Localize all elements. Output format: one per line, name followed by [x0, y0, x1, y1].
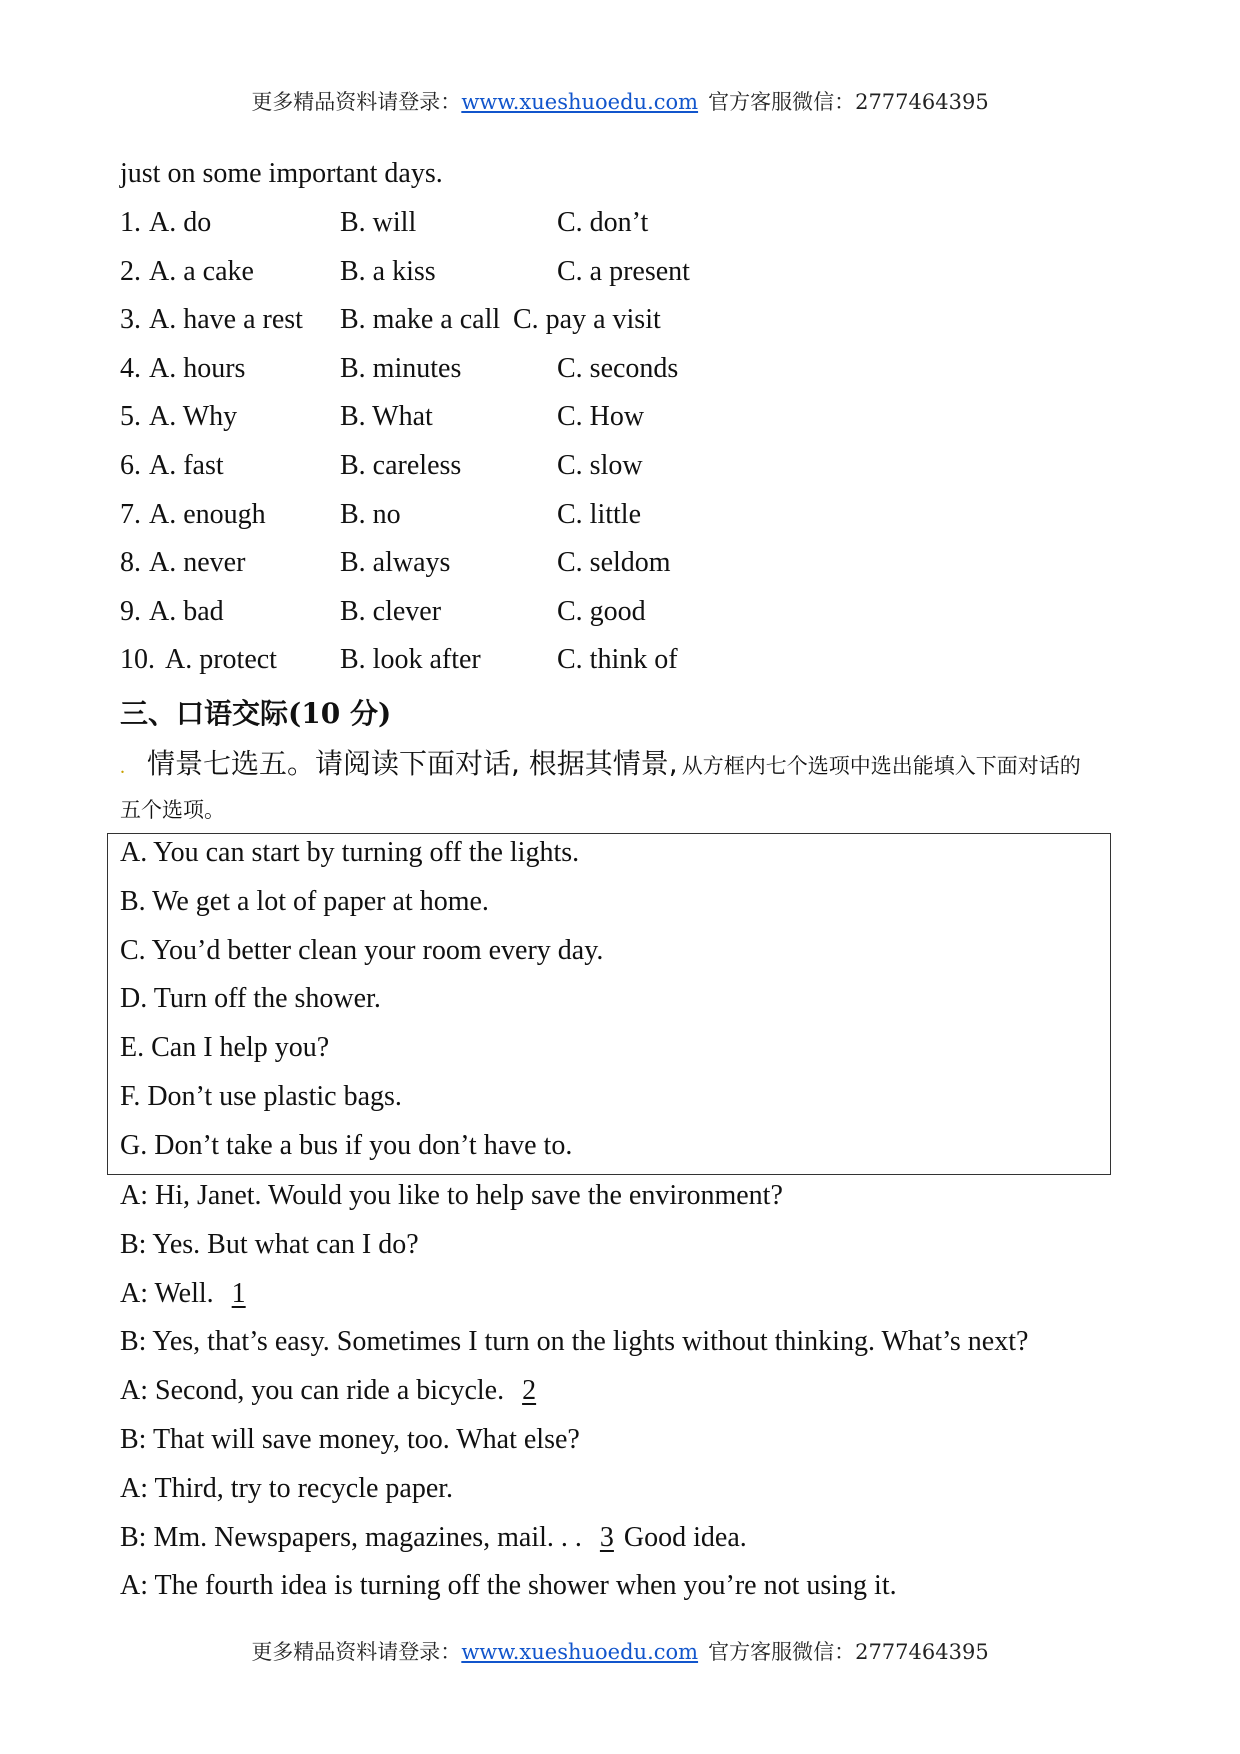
option-c: C. don’t — [557, 207, 649, 238]
option-a: A. hours — [149, 352, 246, 384]
instruction-big: 情景七选五。请阅读下面对话, 根据其情景, — [147, 747, 678, 780]
option-c: C. little — [557, 498, 641, 530]
answer-blank: 3 — [599, 1521, 614, 1553]
question-number: 4. — [120, 352, 141, 384]
dialogue-line: B: Yes, that’s easy. Sometimes I turn on the lights without thinking. What’s next? — [120, 1326, 1029, 1358]
intro-line: just on some important days. — [120, 158, 443, 189]
dialogue-line: B: That will save money, too. What else? — [120, 1424, 580, 1455]
option-a: A. do — [149, 207, 212, 238]
dialogue-text: A: Well. — [120, 1277, 214, 1309]
option-b: B. minutes — [340, 352, 462, 384]
header-prefix: 更多精品资料请登录： — [251, 90, 462, 114]
question-number: 10. — [120, 644, 155, 676]
option-b: B. clever — [340, 595, 442, 627]
option-c: C. seldom — [557, 547, 671, 579]
option-c: C. pay a visit — [513, 304, 661, 336]
header-link[interactable]: www.xueshuoedu.com — [461, 90, 699, 114]
page-footer — [0, 1636, 1240, 1666]
dialogue-line — [120, 1522, 747, 1554]
option-a: A. a cake — [149, 255, 254, 287]
instruction-line2: 五个选项。 — [120, 798, 225, 822]
option-b: B. careless — [340, 450, 462, 481]
dialogue-line: A: The fourth idea is turning off the shower when you’re not using it. — [120, 1570, 897, 1602]
section-title: 三、口语交际(10 分) — [120, 697, 392, 730]
section-instruction — [120, 742, 1140, 782]
option-c: C. How — [557, 401, 645, 433]
dialogue-line: A: Third, try to recycle paper. — [120, 1472, 454, 1504]
footer-prefix: 更多精品资料请登录： — [251, 1640, 462, 1664]
option-a: A. protect — [165, 644, 277, 676]
choice-option: D. Turn off the shower. — [120, 983, 381, 1015]
answer-blank: 1 — [231, 1277, 246, 1309]
option-c: C. seconds — [557, 352, 679, 384]
option-a: A. have a rest — [149, 304, 303, 336]
dialogue-line — [120, 1278, 256, 1310]
option-a: A. never — [149, 547, 246, 579]
choice-option: C. You’d better clean your room every day. — [120, 934, 604, 966]
question-number: 8. — [120, 547, 141, 579]
dialogue-line: A: Hi, Janet. Would you like to help save the environment? — [120, 1180, 783, 1211]
page-header — [0, 86, 1240, 116]
question-number: 7. — [120, 498, 141, 530]
option-b: B. look after — [340, 644, 481, 676]
option-b: B. no — [340, 498, 401, 530]
option-a: A. Why — [149, 401, 238, 433]
header-suffix: 官方客服微信：2777464395 — [708, 90, 989, 114]
choice-option: E. Can I help you? — [120, 1032, 330, 1064]
question-number: 3. — [120, 304, 141, 336]
question-number: 5. — [120, 401, 141, 433]
option-c: C. slow — [557, 450, 643, 481]
question-number: 2. — [120, 255, 141, 287]
footer-link[interactable]: www.xueshuoedu.com — [461, 1640, 699, 1664]
option-b: B. a kiss — [340, 255, 436, 287]
question-number: 6. — [120, 450, 141, 481]
option-a: A. bad — [149, 595, 224, 627]
choice-option: A. You can start by turning off the lights. — [120, 837, 580, 868]
option-a: A. enough — [149, 498, 266, 530]
option-b: B. always — [340, 547, 451, 579]
dialogue-line: B: Yes. But what can I do? — [120, 1228, 419, 1260]
footer-suffix: 官方客服微信：2777464395 — [708, 1640, 989, 1664]
dialogue-line — [120, 1375, 546, 1407]
option-c: C. a present — [557, 255, 690, 287]
question-number: 9. — [120, 595, 141, 627]
choice-option: F. Don’t use plastic bags. — [120, 1081, 402, 1112]
option-b: B. What — [340, 401, 433, 433]
dialogue-text-after: Good idea. — [623, 1521, 747, 1553]
option-c: C. good — [557, 595, 646, 627]
option-b: B. make a call — [340, 304, 501, 336]
option-c: C. think of — [557, 644, 678, 676]
answer-blank: 2 — [522, 1375, 537, 1407]
dialogue-text: B: Mm. Newspapers, magazines, mail. . . — [120, 1521, 582, 1553]
option-b: B. will — [340, 207, 417, 238]
choice-option: B. We get a lot of paper at home. — [120, 885, 489, 917]
instruction-small: 从方框内七个选项中选出能填入下面对话的 — [681, 754, 1081, 778]
dialogue-text: A: Second, you can ride a bicycle. — [120, 1375, 505, 1407]
bullet-dot: . — [120, 756, 125, 778]
option-a: A. fast — [149, 450, 224, 481]
question-number: 1. — [120, 207, 141, 238]
choice-option: G. Don’t take a bus if you don’t have to. — [120, 1129, 573, 1161]
